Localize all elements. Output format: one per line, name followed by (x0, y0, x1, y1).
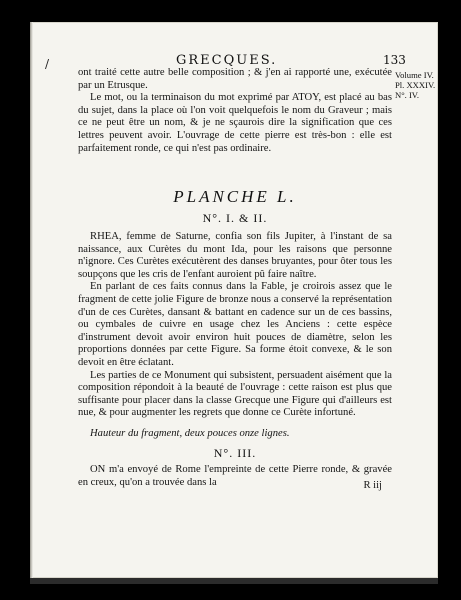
body-paragraph: En parlant de ces faits connus dans la Fable, je croirois assez que le fragment de cette jolie Figure de bronze nous a conservé la représentation d'un de ces Curètes, dansant & battant en cadence sur un de ces bassins, ou cymbales de cuivre en usage chez les Anciens : cette espèce d'instrument devoit avoir environ huit pouces de diamètre, selon les proportions données par cette Figure. Sa forme étoit convexe, & le son devoit en être éclatant. (78, 281, 392, 368)
intro-paragraph: ont traité cette autre belle composition ; & j'en ai rapporté une, exécutée par un Etrusque. (78, 67, 392, 91)
intro-paragraph: Le mot, ou la terminaison du mot exprimé par ATOY, est placé au bas du sujet, dans la place où l'on voit quelquefois le nom du Graveur ; mais ce ne peut être un nom, & je ne sçaurois dire la signification que ces lettres peuvent avoir. L'ouvrage de cette pierre est très-bon : elle est parfaitement ronde, ce qui n'est pas ordinaire. (78, 92, 392, 154)
body-paragraph: Les parties de ce Monument qui subsistent, persuadent aisément que la composition répondoit à la beauté de l'ouvrage : cette raison est plus que suffisante pour placer dans la classe Grecque une Figure qui d'ailleurs est nue, & pour augmenter les regrets que donne ce Curète infortuné. (78, 369, 392, 419)
book-page (30, 22, 438, 578)
intro-text (78, 67, 392, 155)
section-number: N°. I. & II. (202, 211, 268, 225)
fragment-size-caption: Hauteur du fragment, deux pouces onze lignes. (90, 428, 290, 439)
margin-note-line: N°. IV. (395, 90, 420, 100)
plate-body-text (78, 231, 392, 420)
page-bottom-edge (30, 578, 438, 584)
page-number: 133 (383, 53, 406, 67)
section-number: N°. III. (213, 446, 257, 460)
header-mark: / (45, 57, 50, 71)
margin-note-line: Pl. XXXIV. (395, 80, 436, 90)
signature-mark: R iij (363, 480, 382, 491)
margin-note (395, 70, 439, 100)
body-paragraph: ON m'a envoyé de Rome l'empreinte de cette Pierre ronde, & gravée en creux, qu'on a trouvée dans la (78, 464, 392, 488)
body-paragraph: RHEA, femme de Saturne, confia son fils Jupiter, à l'instant de sa naissance, aux Curètes du mont Ida, pour les raisons que personne n'ignore. Ces Curètes exécutèrent des danses bruyantes, pour ôter tous les soupçons que les cris de l'enfant auroient pû faire naître. (78, 231, 392, 280)
plate-title: PLANCHE L. (173, 187, 297, 206)
page-gutter-shadow (30, 22, 33, 578)
running-title: GRECQUES. (176, 53, 278, 68)
margin-note-line: Volume IV. (395, 70, 434, 80)
